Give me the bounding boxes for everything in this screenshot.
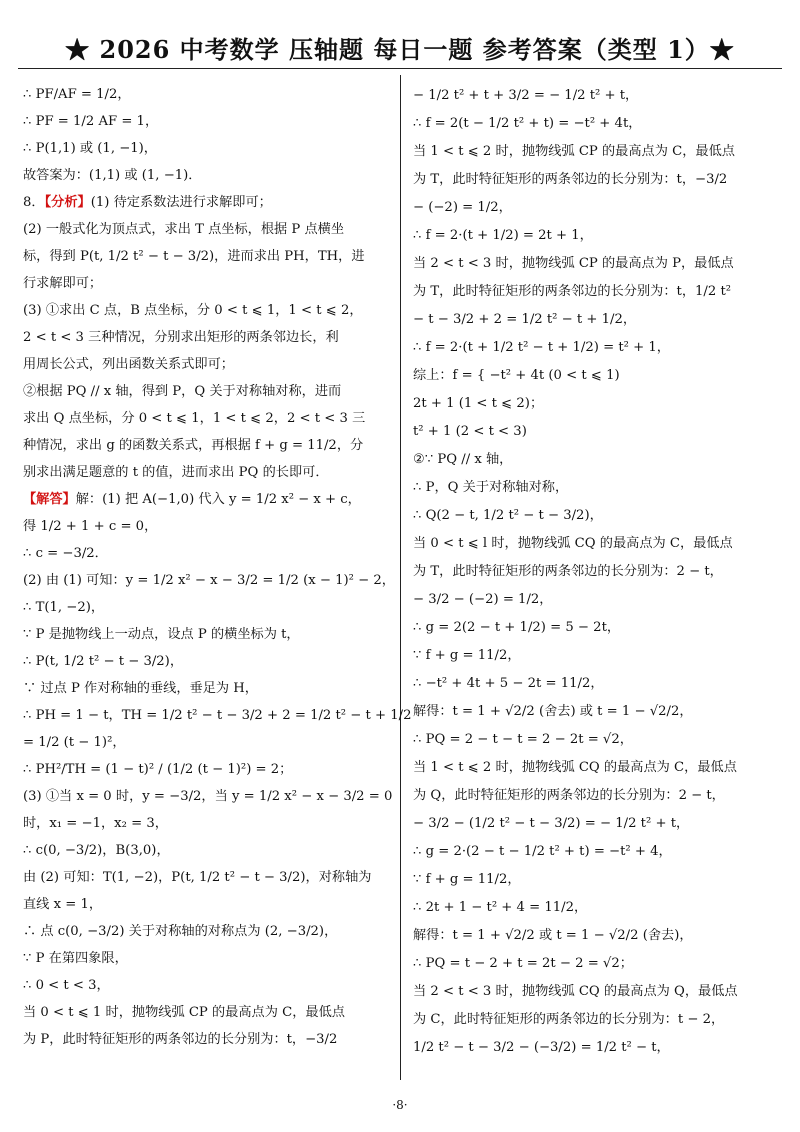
left-line: (2) 由 (1) 可知：y = 1/2 x² − x − 3/2 = 1/2 (x − 1)² − 2， [23, 573, 395, 589]
page-title: ★ 2026 中考数学 压轴题 每日一题 参考答案（类型 1）★ [65, 35, 735, 64]
page-number: ·8· [392, 1098, 408, 1112]
left-line: 为 P，此时特征矩形的两条邻边的长分别为：t，−3/2 [23, 1032, 338, 1048]
left-line: (3) ①当 x = 0 时，y = −3/2，当 y = 1/2 x² − x − 3/2 = 0 [23, 789, 393, 805]
right-line: t² + 1 (2 < t < 3) [413, 423, 527, 439]
left-line: 得 1/2 + 1 + c = 0， [23, 519, 158, 535]
left-line: 当 0 < t ⩽ 1 时，抛物线弧 CP 的最高点为 C，最低点 [23, 1005, 345, 1021]
left-line: 用周长公式，列出函数关系式即可； [23, 357, 234, 373]
left-line: 2 < t < 3 三种情况，分别求出矩形的两条邻边长，利 [23, 330, 339, 346]
left-line: 标，得到 P(t, 1/2 t² − t − 3/2)，进而求出 PH，TH，进 [23, 249, 365, 265]
left-line: 行求解即可； [23, 276, 103, 292]
left-line: ∴ P(1,1) 或 (1, −1)， [23, 141, 157, 157]
right-line: ∴ PQ = 2 − t − t = 2 − 2t = √2， [413, 731, 633, 747]
left-line: 由 (2) 可知：T(1, −2)，P(t, 1/2 t² − t − 3/2)，对称轴为 [23, 870, 372, 886]
right-line: − 3/2 − (1/2 t² − t − 3/2) = − 1/2 t² + t， [413, 815, 690, 831]
left-line: ∴ 0 < t < 3， [23, 978, 110, 994]
right-line: 当 0 < t ⩽ l 时，抛物线弧 CQ 的最高点为 C，最低点 [413, 535, 733, 551]
left-line: 时，x₁ = −1，x₂ = 3， [23, 816, 168, 832]
right-line: ∴ −t² + 4t + 5 − 2t = 11/2， [413, 675, 604, 691]
right-line: − (−2) = 1/2， [413, 199, 512, 215]
left-line: ∴ PH = 1 − t，TH = 1/2 t² − t − 3/2 + 2 = 1/2 t² − t + 1/2 [23, 708, 412, 724]
right-line: 为 T，此时特征矩形的两条邻边的长分别为：t，−3/2 [413, 171, 728, 187]
right-line: ∴ f = 2·(t + 1/2) = 2t + 1， [413, 227, 593, 243]
right-line: 当 1 < t ⩽ 2 时，抛物线弧 CQ 的最高点为 C，最低点 [413, 759, 737, 775]
right-line: 解得：t = 1 + √2/2 (舍去) 或 t = 1 − √2/2， [413, 703, 693, 719]
right-line: ∴ P，Q 关于对称轴对称， [413, 479, 569, 495]
right-line: 为 C，此时特征矩形的两条邻边的长分别为：t − 2， [413, 1011, 725, 1027]
left-line: 别求出满足题意的 t 的值，进而求出 PQ 的长即可． [23, 465, 329, 481]
left-line: (2) 一般式化为顶点式，求出 T 点坐标，根据 P 点横坐 [23, 222, 345, 238]
left-line: ∴ P(t, 1/2 t² − t − 3/2)， [23, 654, 184, 670]
right-line: ∵ f + g = 11/2， [413, 647, 521, 663]
right-line: ∴ f = 2(t − 1/2 t² + t) = −t² + 4t， [413, 115, 642, 131]
right-line: − t − 3/2 + 2 = 1/2 t² − t + 1/2， [413, 311, 637, 327]
left-line: 故答案为：(1,1) 或 (1, −1)． [23, 168, 202, 184]
left-line: 【解答】解：(1) 把 A(−1,0) 代入 y = 1/2 x² − x + c， [23, 492, 361, 508]
right-line: 1/2 t² − t − 3/2 − (−3/2) = 1/2 t² − t， [413, 1039, 670, 1055]
left-line: ∴ T(1, −2)， [23, 600, 105, 616]
right-line: ②∵ PQ // x 轴， [413, 451, 513, 467]
left-line: 8．【分析】(1) 待定系数法进行求解即可； [23, 195, 272, 211]
right-line: 为 T，此时特征矩形的两条邻边的长分别为：t，1/2 t² [413, 283, 732, 299]
right-line: ∵ f + g = 11/2， [413, 871, 521, 887]
right-line: ∴ g = 2·(2 − t − 1/2 t² + t) = −t² + 4， [413, 843, 672, 859]
right-line: 综上：f = { −t² + 4t (0 < t ⩽ 1) [413, 367, 620, 383]
left-line: ∴ 点 c(0, −3/2) 关于对称轴的对称点为 (2, −3/2)， [23, 924, 338, 940]
right-line: ∴ Q(2 − t, 1/2 t² − t − 3/2)， [413, 507, 603, 523]
right-line: ∴ 2t + 1 − t² + 4 = 11/2， [413, 899, 588, 915]
section-marker: 【解答】 [23, 492, 76, 508]
column-divider [400, 75, 401, 1080]
left-line: ∴ c(0, −3/2)，B(3,0)， [23, 843, 170, 859]
left-line: ②根据 PQ // x 轴，得到 P，Q 关于对称轴对称，进而 [23, 384, 342, 400]
right-line: 当 2 < t < 3 时，抛物线弧 CP 的最高点为 P，最低点 [413, 255, 734, 271]
left-line: ∴ PF = 1/2 AF = 1， [23, 114, 159, 130]
right-line: ∴ PQ = t − 2 + t = 2t − 2 = √2； [413, 955, 633, 971]
left-line: (3) ①求出 C 点，B 点坐标，分 0 < t ⩽ 1，1 < t ⩽ 2， [23, 303, 363, 319]
right-line: 当 1 < t ⩽ 2 时，抛物线弧 CP 的最高点为 C，最低点 [413, 143, 735, 159]
right-line: 为 T，此时特征矩形的两条邻边的长分别为：2 − t， [413, 563, 723, 579]
left-line: ∴ c = −3/2． [23, 546, 108, 562]
right-line: − 3/2 − (−2) = 1/2， [413, 591, 553, 607]
header-rule [18, 68, 782, 69]
right-line: 解得：t = 1 + √2/2 或 t = 1 − √2/2 (舍去)， [413, 927, 693, 943]
section-marker: 【分析】 [44, 195, 91, 211]
right-line: ∴ f = 2·(t + 1/2 t² − t + 1/2) = t² + 1， [413, 339, 670, 355]
right-line: ∴ g = 2(2 − t + 1/2) = 5 − 2t， [413, 619, 621, 635]
left-line: 直线 x = 1， [23, 897, 103, 913]
left-line: 种情况，求出 g 的函数关系式，再根据 f + g = 11/2，分 [23, 438, 364, 454]
right-line: − 1/2 t² + t + 3/2 = − 1/2 t² + t， [413, 87, 639, 103]
left-column [23, 82, 412, 1054]
left-line: ∵ P 在第四象限， [23, 951, 128, 967]
left-line: = 1/2 (t − 1)²， [23, 735, 126, 751]
left-line: ∴ PF/AF = 1/2， [23, 87, 131, 103]
right-line: 为 Q，此时特征矩形的两条邻边的长分别为：2 − t， [413, 787, 725, 803]
left-line: ∴ PH²/TH = (1 − t)² / (1/2 (t − 1)²) = 2； [23, 762, 293, 778]
left-line: ∵ 过点 P 作对称轴的垂线，垂足为 H， [23, 681, 258, 697]
left-line: ∵ P 是抛物线上一动点，设点 P 的横坐标为 t， [23, 627, 300, 643]
right-column [413, 82, 779, 1062]
right-line: 当 2 < t < 3 时，抛物线弧 CQ 的最高点为 Q，最低点 [413, 983, 738, 999]
right-line: 2t + 1 (1 < t ⩽ 2)； [413, 395, 544, 411]
left-line: 求出 Q 点坐标，分 0 < t ⩽ 1，1 < t ⩽ 2，2 < t < 3 三 [23, 411, 366, 427]
